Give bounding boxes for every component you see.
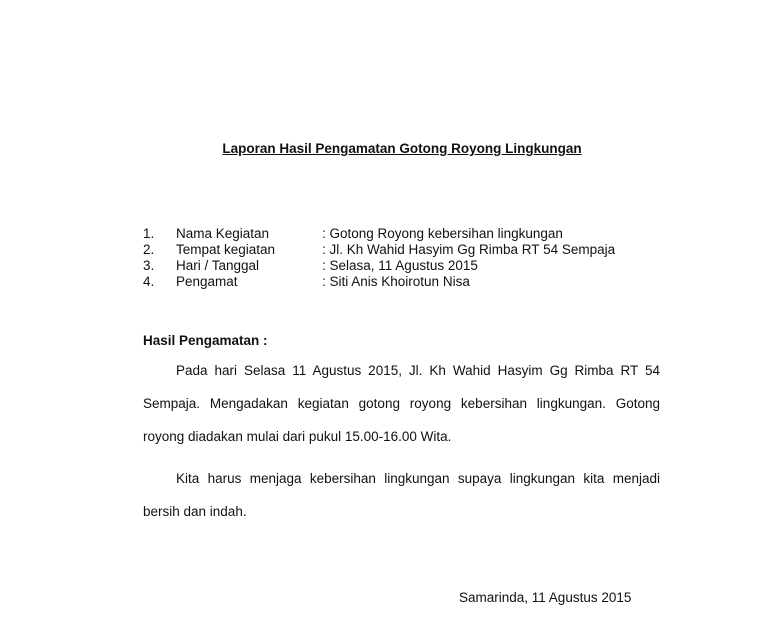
info-label: Hari / Tanggal [176,258,260,273]
info-row [143,274,663,290]
section-heading: Hasil Pengamatan : [143,333,268,348]
closing-paragraph: Kita harus menjaga kebersihan lingkungan supaya lingkungan kita menjadi bersih dan indah. [143,471,660,519]
info-label: Tempat kegiatan [176,242,276,257]
info-label: Pengamat [176,274,238,289]
info-number: 1. [143,226,155,241]
info-number: 4. [143,274,155,289]
info-row [143,258,663,274]
info-value: : Siti Anis Khoirotun Nisa [322,274,470,289]
info-label: Nama Kegiatan [176,226,270,241]
info-number: 3. [143,258,155,273]
info-value: : Jl. Kh Wahid Hasyim Gg Rimba RT 54 Sempaja [322,242,616,257]
info-row [143,242,663,258]
signature-place-date: Samarinda, 11 Agustus 2015 [459,590,632,605]
observation-paragraph: Pada hari Selasa 11 Agustus 2015, Jl. Kh Wahid Hasyim Gg Rimba RT 54 Sempaja. Mengadakan kegiatan gotong royong kebersihan lingkungan. Gotong royong diadakan mulai dari pukul 15.00-16.00 Wita. [143,363,660,444]
info-number: 2. [143,242,155,257]
info-row [143,226,663,242]
document-title: Laporan Hasil Pengamatan Gotong Royong Lingkungan [222,141,582,156]
info-list [143,226,663,290]
info-value: : Gotong Royong kebersihan lingkungan [322,226,563,241]
info-value: : Selasa, 11 Agustus 2015 [322,258,478,273]
